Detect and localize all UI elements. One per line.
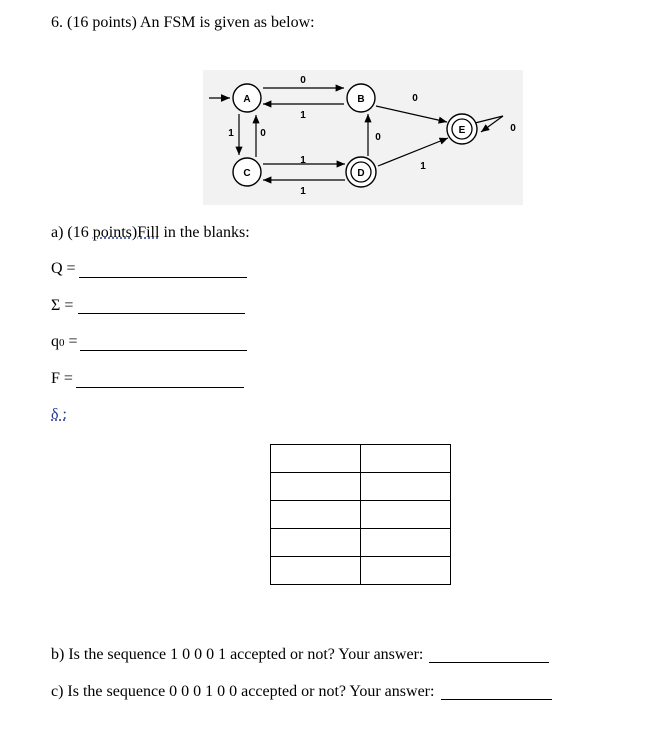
table-cell[interactable]	[361, 501, 451, 529]
q-label: Q =	[51, 260, 76, 277]
part-a-suffix: in the blanks:	[159, 224, 250, 241]
q0-main: q	[51, 333, 59, 350]
q0-blank-line[interactable]	[80, 350, 247, 351]
sigma-label: Σ =	[51, 297, 74, 314]
svg-text:C: C	[243, 168, 251, 179]
part-a-underlined: points)Fill	[92, 224, 160, 241]
state-a	[233, 84, 261, 112]
f-label: F =	[51, 370, 73, 387]
q0-sub: 0	[59, 337, 65, 349]
table-cell[interactable]	[361, 557, 451, 585]
q0-eq: =	[64, 333, 78, 350]
part-a-prefix: a) (16	[51, 224, 93, 241]
table-cell[interactable]	[361, 529, 451, 557]
sigma-blank-line[interactable]	[78, 313, 245, 314]
svg-text:D: D	[357, 168, 365, 179]
q-blank-line[interactable]	[79, 277, 247, 278]
label-d-to-c: 1	[300, 186, 306, 197]
part-c-answer-line[interactable]	[441, 699, 552, 700]
state-e-accepting	[447, 114, 477, 144]
label-c-to-d: 1	[300, 155, 306, 166]
label-b-to-a: 1	[300, 110, 306, 121]
table-cell[interactable]	[271, 445, 361, 473]
svg-text:A: A	[243, 94, 251, 105]
part-a-instruction	[51, 224, 250, 242]
table-cell[interactable]	[271, 501, 361, 529]
table-cell[interactable]	[271, 529, 361, 557]
label-d-to-b: 0	[375, 132, 381, 143]
fsm-svg	[203, 70, 523, 205]
label-c-to-a: 0	[260, 128, 266, 139]
table-row	[271, 445, 451, 473]
state-c	[233, 158, 261, 186]
table-cell[interactable]	[361, 473, 451, 501]
label-b-to-e: 0	[412, 93, 418, 104]
transition-table	[270, 444, 451, 585]
edge-b-to-e	[376, 106, 447, 122]
table-cell[interactable]	[271, 473, 361, 501]
part-b-question: b) Is the sequence 1 0 0 0 1 accepted or not? Your answer:	[51, 646, 424, 663]
table-row	[271, 557, 451, 585]
fsm-diagram	[203, 70, 523, 205]
table-cell[interactable]	[361, 445, 451, 473]
part-b-answer-line[interactable]	[429, 662, 549, 663]
edge-d-to-e	[378, 138, 448, 166]
delta-label: δ :	[51, 406, 67, 423]
part-c-question: c) Is the sequence 0 0 0 1 0 0 accepted or not? Your answer:	[51, 683, 435, 700]
state-d-accepting	[346, 157, 376, 187]
svg-text:E: E	[458, 125, 466, 136]
table-cell[interactable]	[271, 557, 361, 585]
question-title: 6. (16 points) An FSM is given as below:	[51, 14, 315, 31]
table-row	[271, 501, 451, 529]
label-a-to-b: 0	[300, 75, 306, 86]
q0-label	[51, 333, 78, 351]
label-a-to-c: 1	[228, 128, 234, 139]
state-b	[347, 84, 375, 112]
svg-text:B: B	[357, 94, 365, 105]
table-row	[271, 529, 451, 557]
label-e-loop: 0	[510, 123, 516, 134]
f-blank-line[interactable]	[76, 387, 244, 388]
label-d-to-e: 1	[420, 161, 426, 172]
table-row	[271, 473, 451, 501]
